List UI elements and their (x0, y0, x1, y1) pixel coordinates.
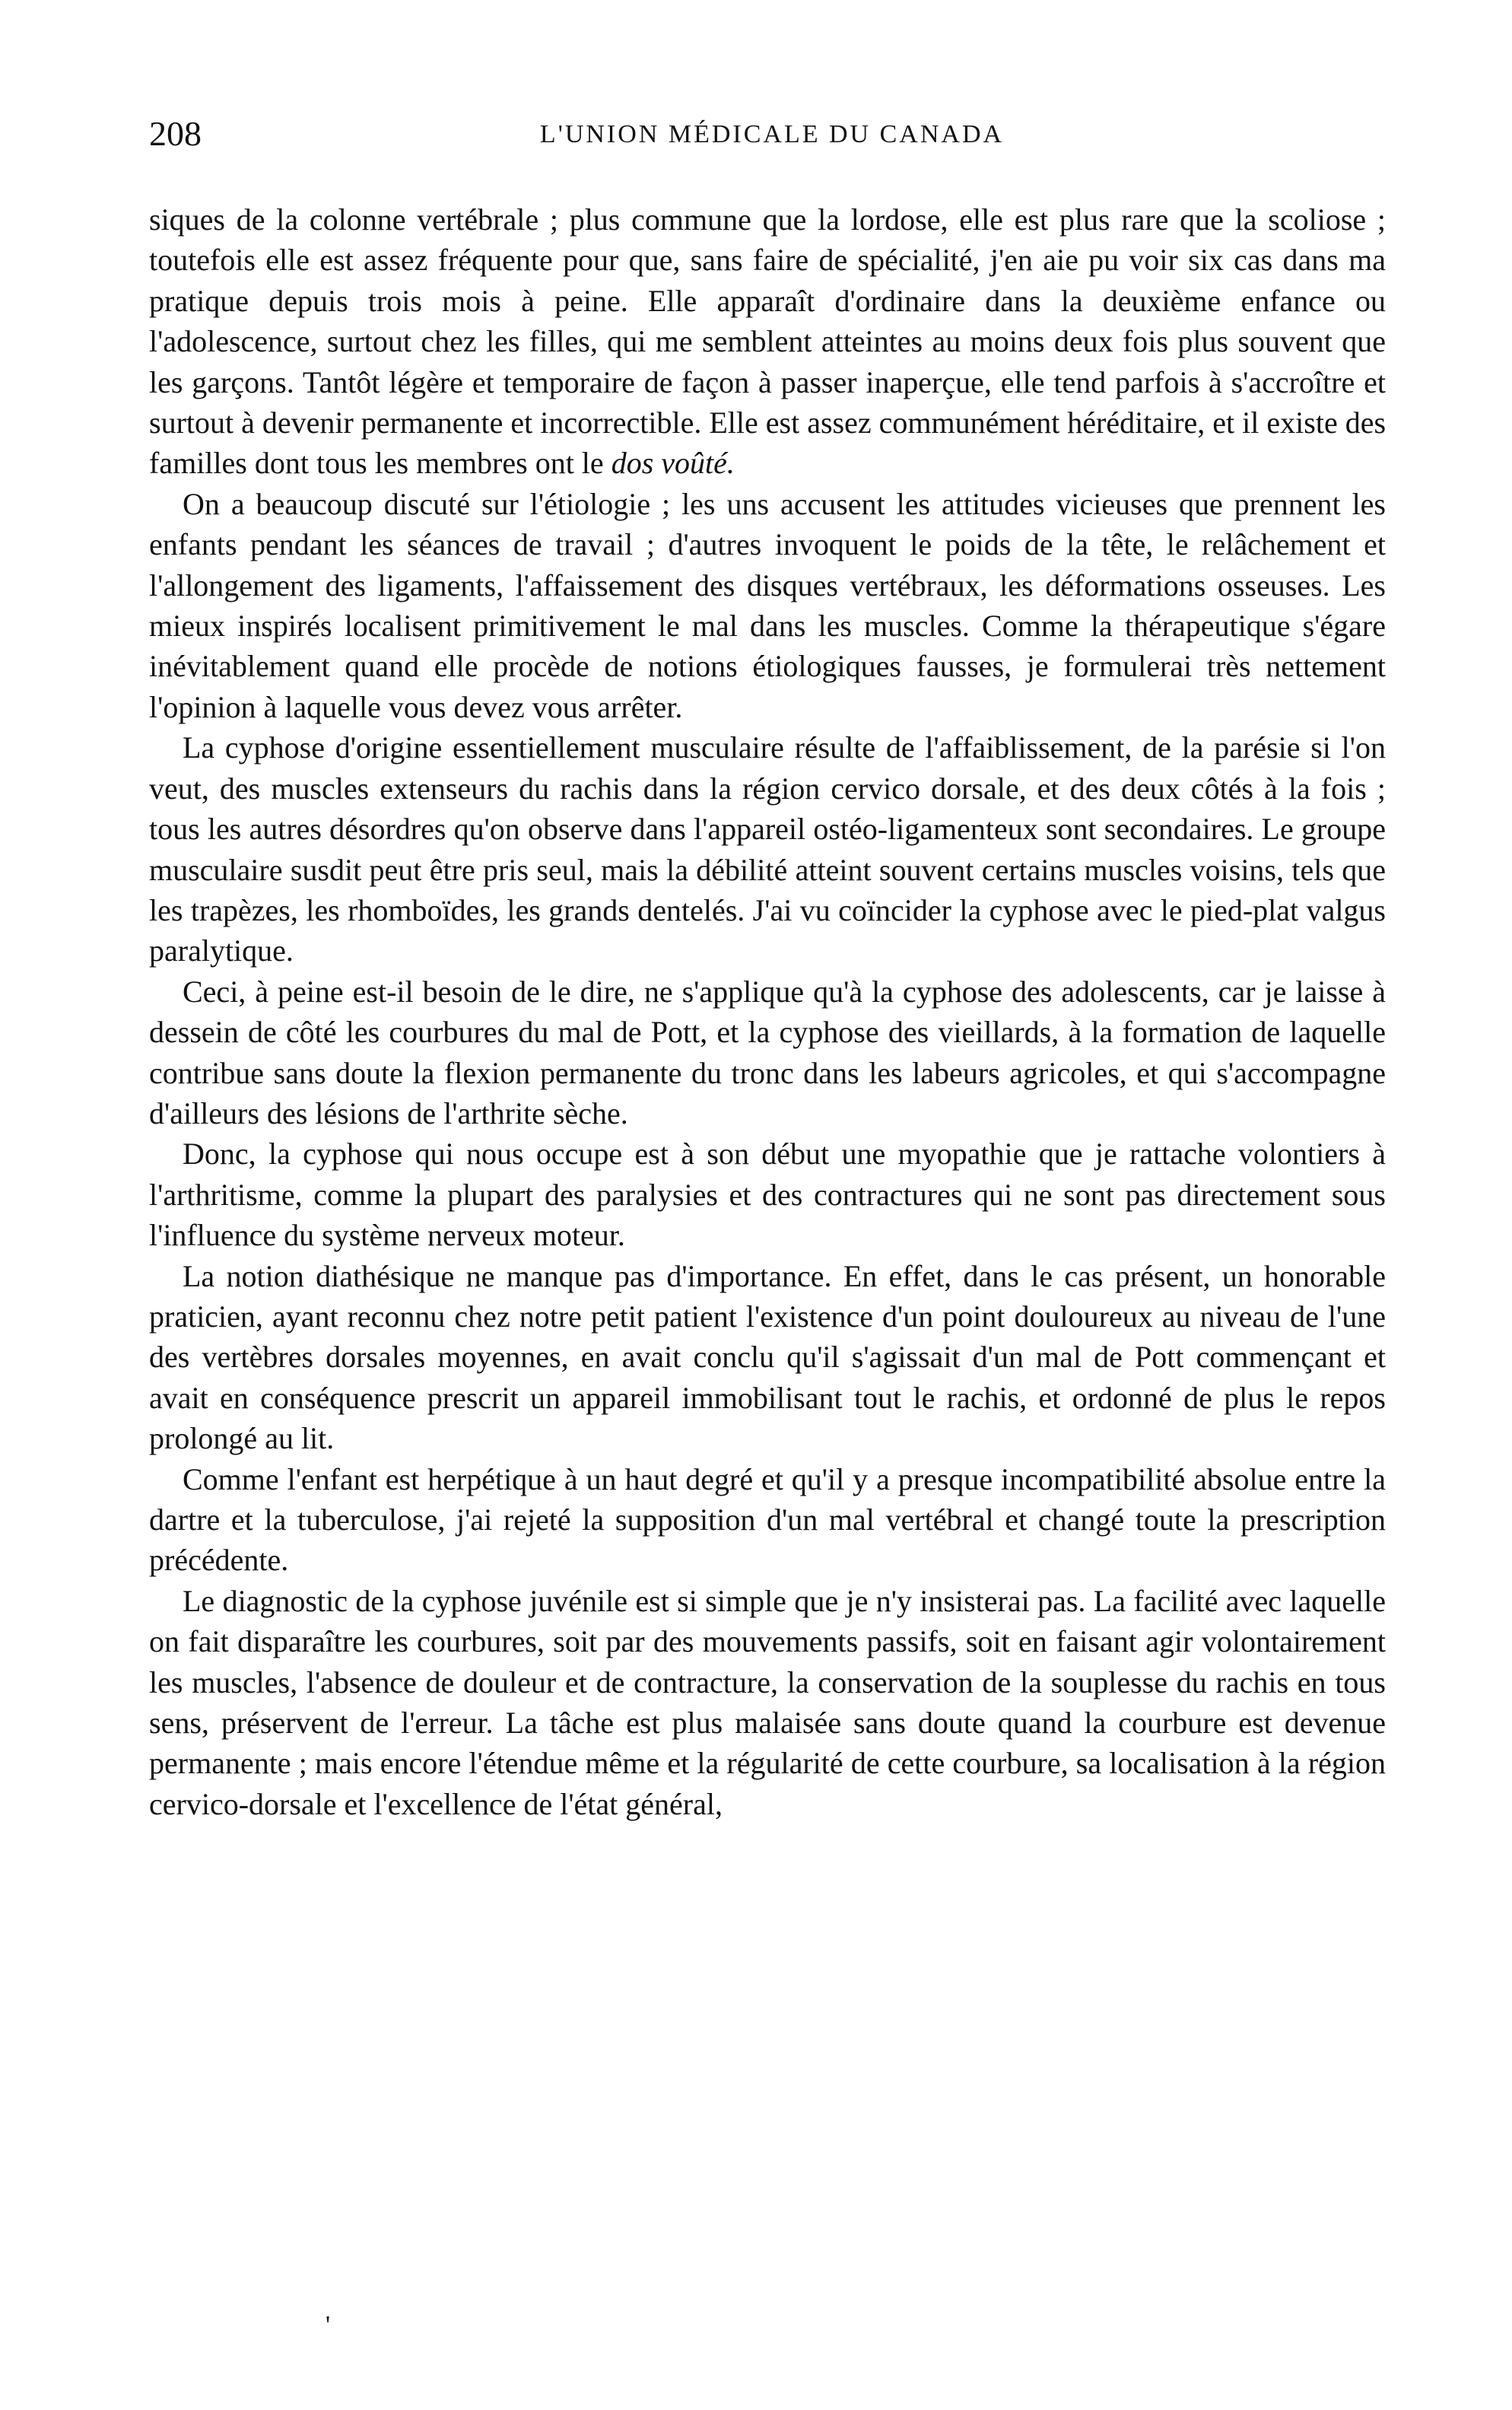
stray-ink-mark: ' (326, 2311, 331, 2339)
italic-phrase: dos voûté. (611, 446, 735, 481)
paragraph-7: Comme l'enfant est herpétique à un haut degré et qu'il y a presque incompatibilité absolue entre la dartre et la tuberculose, j'ai rejeté la supposition d'un mal vertébral et changé toute la prescription précédente. (149, 1461, 1386, 1578)
paragraph-3: La cyphose d'origine essentiellement musculaire résulte de l'affaiblissement, de la parésie si l'on veut, des muscles extenseurs du rachis dans la région cervico dorsale, et des deux côtés à la fois ; tous les autres désordres qu'on observe dans l'appareil ostéo-ligamenteux sont secondaires. Le groupe musculaire susdit peut être pris seul, mais la débilité atteint souvent certains muscles voisins, tels que les trapèzes, les rhomboïdes, les grands dentelés. J'ai vu coïncider la cyphose avec le pied-plat valgus paralytique. (149, 730, 1386, 968)
paragraph-8: Le diagnostic de la cyphose juvénile est si simple que je n'y insisterai pas. La facilité avec laquelle on fait disparaître les courbures, soit par des mouvements passifs, soit en faisant agir volontairement les muscles, l'absence de douleur et de contracture, la conservation de la souplesse du rachis en tous sens, préservent de l'erreur. La tâche est plus malaisée sans doute quand la courbure est devenue permanente ; mais encore l'étendue même et la régularité de cette courbure, sa localisation à la région cervico-dorsale et l'excellence de l'état général, (149, 1583, 1386, 1821)
paragraph-1-text: siques de la colonne vertébrale ; plus commune que la lordose, elle est plus rare que la scoliose ; toutefois elle est assez fréquente pour que, sans faire de spécialité, j'en aie pu voir six cas dans ma pratique depuis trois mois à peine. Elle apparaît d'ordinaire dans la deuxième enfance ou l'adolescence, surtout chez les filles, qui me semblent atteintes au moins deux fois plus souvent que les garçons. Tantôt légère et temporaire de façon à passer inaperçue, elle tend parfois à s'accroître et surtout à devenir permanente et incorrectible. Elle est assez communément héréditaire, et il existe des familles dont tous les membres ont le (149, 202, 1387, 481)
running-header (149, 114, 1395, 160)
article-body (149, 199, 1386, 1824)
paragraph-6: La notion diathésique ne manque pas d'importance. En effet, dans le cas présent, un honorable praticien, ayant reconnu chez notre petit patient l'existence d'un point douloureux au niveau de l'une des vertèbres dorsales moyennes, en avait conclu qu'il s'agissait d'un mal de Pott commençant et avait en conséquence prescrit un appareil immobilisant tout le rachis, et ordonné de plus le repos prolongé au lit. (149, 1258, 1386, 1456)
paragraph-5: Donc, la cyphose qui nous occupe est à son début une myopathie que je rattache volontiers à l'arthritisme, comme la plupart des paralysies et des contractures qui ne sont pas directement sous l'influence du système nerveux moteur. (149, 1137, 1386, 1253)
page-number: 208 (149, 114, 202, 153)
paragraph-2: On a beaucoup discuté sur l'étiologie ; les uns accusent les attitudes vicieuses que prennent les enfants pendant les séances de travail ; d'autres invoquent le poids de la tête, le relâchement et l'allongement des ligaments, l'affaissement des disques vertébraux, les déformations osseuses. Les mieux inspirés localisent primitivement le mal dans les muscles. Comme la thérapeutique s'égare inévitablement quand elle procède de notions étiologiques fausses, je formulerai très nettement l'opinion à laquelle vous devez vous arrêter. (149, 486, 1386, 724)
journal-title: L'UNION MÉDICALE DU CANADA (539, 120, 1005, 148)
paragraph-4: Ceci, à peine est-il besoin de le dire, ne s'applique qu'à la cyphose des adolescents, car je laisse à dessein de côté les courbures du mal de Pott, et la cyphose des vieillards, à la formation de laquelle contribue sans doute la flexion permanente du tronc dans les labeurs agricoles, et qui s'accompagne d'ailleurs des lésions de l'arthrite sèche. (149, 974, 1386, 1130)
paragraph-1 (149, 199, 1386, 484)
